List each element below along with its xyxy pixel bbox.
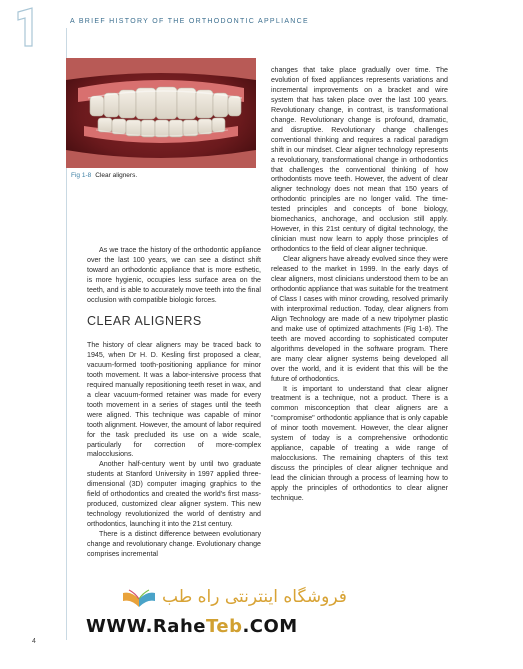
watermark-persian-text: فروشگاه اینترنتی راه طب: [162, 587, 347, 607]
right-column: [271, 66, 448, 504]
page-number: 4: [32, 638, 36, 645]
running-head: A BRIEF HISTORY OF THE ORTHODONTIC APPLIANCE: [70, 18, 309, 25]
figure-caption: [71, 172, 137, 179]
book-logo-icon: [121, 587, 157, 609]
paragraph: Clear aligners have already evolved since they were released to the market in 1999. In the early days of clear aligners, most clinicians understood them to be an orthodontic appliance that was suitable for the treatment of Class I cases with minor crowding, resolved primarily with interproximal reduction. Today, clear aligners from Align Technology are made of a new tripolymer plastic and make use of optimized attachments (Fig 1-8). The teeth are moved according to sophisticated computer algorithms developed in the software program. There are many clear aligner systems being developed all over the world, and it is evident that this will be the future of orthodontics.: [271, 255, 448, 383]
intro-column: [87, 246, 261, 306]
left-column: [87, 341, 261, 560]
section-title: CLEAR ALIGNERS: [87, 314, 202, 328]
paragraph: changes that take place gradually over time. The evolution of fixed appliances represents variations and incremental improvements on a bracket and wire system that has taken place over the last 100 years. Revolutionary change, in contrast, is transformational change. Revolutionary change is profound, dramatic, and disruptive. Revolutionary change challenges conventional thinking and requires a radical paradigm shift in our mindset. Clear aligner technology represents a revolutionary, transformational change in orthodontics that challenges the conventional thinking of how orthodontists move teeth. However, the advent of clear aligner technology does not mean that 150 years of orthodontic principles are no longer valid. The time-tested principles and concepts of bone biology, biomechanics, anchorage, and occlusion still apply. However, in this 21st century of digital technology, the clinician must now learn to apply those principles of orthodontics to the field of clear aligner technique.: [271, 66, 448, 254]
chapter-number-graphic: [12, 6, 44, 50]
paragraph: The history of clear aligners may be traced back to 1945, when Dr H. D. Kesling first proposed a clear, vacuum-formed tooth-positioning appliance for minor tooth movement. It was a labor-intensive process that required manually repositioning teeth reset in wax, and a clear vacuum-formed retainer was made for every tooth movement in a series of stages until the teeth were aligned. This technique was capable of minor tooth alignment. However, the amount of labor required for the task precluded its use on a wide scale, particularly for correction of more-complex malocclusions.: [87, 341, 261, 459]
watermark-url-suffix: .COM: [242, 616, 298, 637]
watermark-url-prefix: WWW.Rahe: [86, 616, 206, 637]
paragraph: Another half-century went by until two graduate students at Stanford University in 1997 applied three-dimensional (3D) computer imaging graphics to the field of orthodontics and created the world's first mass-produced, customized clear aligner system. This new technology revolutionized the world of dentistry and orthodontics, launching it into the 21st century.: [87, 460, 261, 529]
figure-label: Fig 1-8: [71, 172, 92, 179]
watermark-url-teb: Teb: [205, 616, 243, 637]
intro-paragraph: As we trace the history of the orthodontic appliance over the last 100 years, we can see a distinct shift toward an orthodontic appliance that is more esthetic, is more hygienic, occupies less surface area on the teeth, and is able to accurately move teeth into the final occlusion with compatible biologic forces.: [87, 246, 261, 304]
figure-caption-text: Clear aligners.: [95, 172, 138, 179]
watermark-url: [86, 616, 298, 637]
watermark: [0, 583, 523, 663]
paragraph: It is important to understand that clear aligner treatment is a technique, not a product. There is a common misconception that clear aligners are a "compromise" orthodontic appliance that is only capable of minor tooth movement. However, the clear aligner system of today is a comprehensive orthodontic appliance, capable of treating a wide range of malocclusions. The remaining chapters of this text discuss the principles of clear aligner technique and lead the clinician through a process of learning how to apply the principles of orthodontics to clear aligner technique.: [271, 384, 448, 502]
clear-aligners-photo: [66, 58, 256, 168]
paragraph: There is a distinct difference between evolutionary change and revolutionary change. Evolutionary change comprises incremental: [87, 530, 261, 559]
